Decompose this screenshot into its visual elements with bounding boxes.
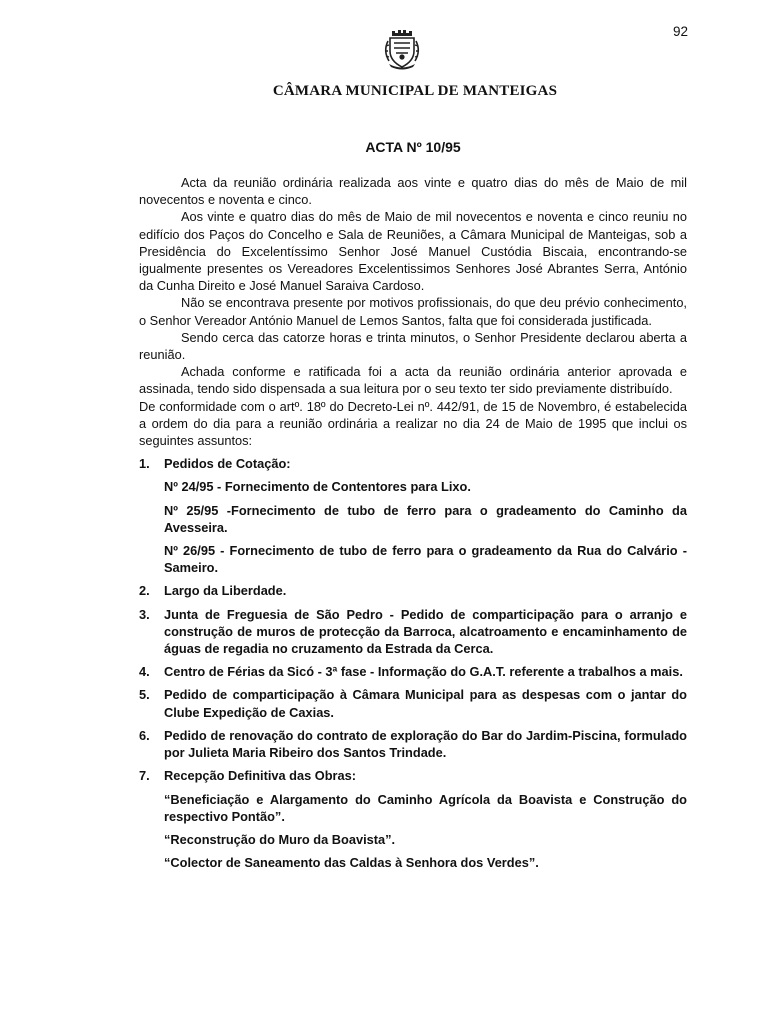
page-number: 92 [672, 24, 688, 39]
agenda-item-text: Centro de Férias da Sicó - 3ª fase - Informação do G.A.T. referente a trabalhos a mais. [164, 664, 683, 680]
agenda-item [139, 686, 687, 720]
agenda-item-text: Pedidos de Cotação: [164, 456, 291, 472]
paragraph-attendance: Aos vinte e quatro dias do mês de Maio de mil novecentos e noventa e cinco reuniu no edifício dos Paços do Concelho e Sala de Reuniões, a Câmara Municipal de Manteigas, sob a Presidência do Excelentíssimo Senhor José Manuel Custódia Biscaia, encontrando-se igualmente presentes os Vereadores Excelentissimos Senhores José Abrantes Serra, António da Cunha Direito e José Manuel Saraiva Cardoso. [139, 209, 687, 294]
agenda-item-text: Largo da Liberdade. [164, 583, 287, 599]
agenda-subitem: Nº 26/95 - Fornecimento de tubo de ferro para o gradeamento da Rua do Calvário - Sameiro. [164, 543, 687, 576]
agenda-item-number: 3. [139, 606, 150, 622]
document-body [139, 174, 687, 871]
agenda-item-text: Recepção Definitiva das Obras: [164, 768, 357, 784]
agenda-item [139, 455, 687, 576]
agenda-item-number: 5. [139, 687, 150, 703]
agenda-item-number: 1. [139, 456, 150, 472]
agenda-item [139, 727, 687, 761]
agenda-item-text: Pedido de renovação do contrato de exploração do Bar do Jardim-Piscina, formulado por Julieta Maria Ribeiro dos Santos Trindade. [164, 727, 687, 761]
agenda-subitem: “Reconstrução do Muro da Boavista”. [164, 831, 396, 847]
agenda-item-number: 4. [139, 664, 150, 680]
paragraph-opening: Acta da reunião ordinária realizada aos vinte e quatro dias do mês de Maio de mil novecentos e noventa e cinco. [139, 175, 687, 208]
agenda-item-text: Pedido de comparticipação à Câmara Municipal para as despesas com o jantar do Clube Expedição de Caxias. [164, 687, 687, 720]
agenda-item-number: 6. [139, 727, 150, 743]
agenda-subitem: Nº 24/95 - Fornecimento de Contentores para Lixo. [164, 479, 471, 495]
paragraph-opening-time: Sendo cerca das catorze horas e trinta minutos, o Senhor Presidente declarou aberta a reunião. [139, 329, 687, 363]
document-title: ACTA Nº 10/95 [365, 139, 461, 155]
agenda-item-number: 7. [139, 768, 150, 784]
agenda-item [139, 663, 687, 680]
agenda-item [139, 582, 687, 599]
agenda-subitem: “Beneficiação e Alargamento do Caminho Agrícola da Boavista e Construção do respectivo Pontão”. [164, 791, 687, 824]
agenda-item-text: Junta de Freguesia de São Pedro - Pedido de comparticipação para o arranjo e construção de muros de protecção da Barroca, alcatroamento e encaminhamento de águas de regadia no cruzamento da Estrada da Cerca. [164, 606, 687, 657]
municipal-coat-of-arms-logo [380, 27, 424, 71]
agenda-list [139, 455, 687, 871]
paragraph-absence: Não se encontrava presente por motivos profissionais, do que deu prévio conhecimento, o Senhor Vereador António Manuel de Lemos Santos, falta que foi considerada justificada. [139, 295, 687, 328]
agenda-subitem: Nº 25/95 -Fornecimento de tubo de ferro para o gradeamento do Caminho da Avesseira. [164, 502, 687, 535]
paragraph-minutes-approval: Achada conforme e ratificada foi a acta da reunião ordinária anterior aprovada e assinada, tendo sido dispensada a sua leitura por o seu texto ter sido previamente distribuído. [139, 364, 687, 397]
paragraph-agenda-intro: De conformidade com o artº. 18º do Decreto-Lei nº. 442/91, de 15 de Novembro, é estabelecida a ordem do dia para a reunião ordinária a realizar no dia 24 de Maio de 1995 que inclui os seguintes assuntos: [139, 398, 687, 449]
agenda-item-number: 2. [139, 583, 150, 599]
agenda-subitem: “Colector de Saneamento das Caldas à Senhora dos Verdes”. [164, 855, 539, 871]
agenda-item [139, 767, 687, 871]
institution-heading: CÂMARA MUNICIPAL DE MANTEIGAS [272, 83, 558, 99]
agenda-item [139, 606, 687, 658]
